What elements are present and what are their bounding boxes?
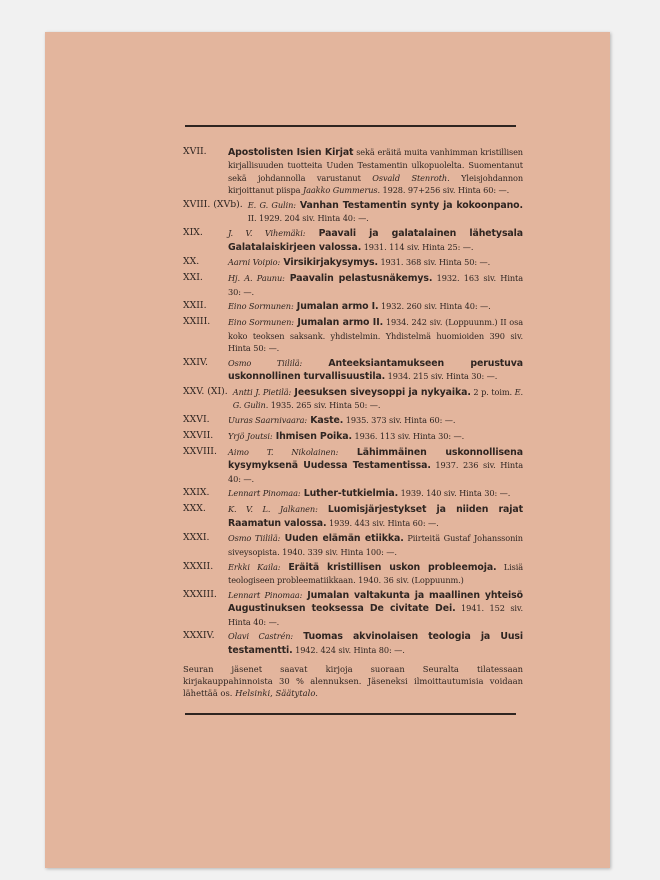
book-title: Apostolisten Isien Kirjat <box>228 147 354 158</box>
series-number: XXX. <box>183 503 206 515</box>
list-item <box>183 272 523 298</box>
details: Yleisjohdannon kirjoittanut piispa <box>228 172 524 196</box>
footer-location: Helsinki, Säätytalo. <box>235 688 318 699</box>
series-number: XXIX. <box>183 487 210 499</box>
series-number: XXVII. <box>183 430 214 442</box>
footer-text: Seuran jäsenet saavat kirjoja suoraan Seuralta tilatessaan kirjakauppahinnoista 30 % alennuksen. Jäseneksi ilmoittautumisia voidaan lähettää os. <box>183 664 523 699</box>
book-title: Paavali ja galatalainen lähetysala Galatalaiskirjeen valossa. <box>228 228 523 253</box>
series-number: XXXIII. <box>183 588 217 600</box>
details: 1941. 152 siv. Hinta 40: —. <box>228 603 523 627</box>
details: 1935. 265 siv. Hinta 50: —. <box>268 400 381 411</box>
book-title: Tuomas akvinolaisen teologia ja Uusi testamentti. <box>228 631 523 656</box>
list-item <box>183 503 523 530</box>
author: Antti J. Pietilä: <box>232 387 292 398</box>
list-item <box>183 487 523 500</box>
list-item <box>183 256 523 269</box>
book-title: Paavalin pelastusnäkemys. <box>284 273 433 285</box>
book-title: Vanhan Testamentin synty ja kokoonpano. <box>295 200 523 212</box>
series-number: XXV. (XI). <box>183 386 228 398</box>
list-item <box>183 316 523 354</box>
author: Eino Sormunen: <box>228 301 294 312</box>
details: II. 1929. 204 siv. Hinta 40: —. <box>247 213 369 224</box>
book-title: Uuden elämän etiikka. <box>280 533 404 545</box>
entry-text <box>228 300 523 313</box>
author: Aimo T. Nikolainen: <box>228 446 339 457</box>
author: J. V. Vihemäki: <box>228 228 306 239</box>
author: Osmo Tiililä: <box>228 357 303 368</box>
author: Hj. A. Paunu: <box>228 273 285 284</box>
footer-note <box>183 663 523 699</box>
book-title: Luther-tutkielmia. <box>300 488 399 500</box>
entry-text <box>228 414 523 427</box>
series-number: XXVI. <box>183 414 210 426</box>
book-title: Eräitä kristillisen uskon probleemoja. <box>280 561 497 573</box>
person-name: Osvald Stenroth. <box>372 172 450 183</box>
series-number: XX. <box>183 256 200 268</box>
author: Lennart Pinomaa: <box>228 589 303 600</box>
series-number: XXI. <box>183 272 203 284</box>
details: Lisiä teologiseen probleematiikkaan. 1940. 36 siv. (Loppuunm.) <box>228 561 523 586</box>
series-number: XXIV. <box>183 356 208 368</box>
series-number: XXVIII. <box>183 445 217 457</box>
book-title: Lähimmäinen uskonnollisena kysymyksenä Uudessa Testamentissa. <box>228 446 523 472</box>
author: Olavi Castrén: <box>228 631 294 642</box>
series-number: XXIII. <box>183 316 211 328</box>
series-number: XVIII. (XVb). <box>183 199 243 211</box>
book-title: Jeesuksen siveysoppi ja nykyaika. <box>291 387 471 399</box>
details: Piirteitä Gustaf Johanssonin siveysopista. 1940. 339 siv. Hinta 100: —. <box>228 533 523 557</box>
book-title: Jumalan armo II. <box>293 317 384 329</box>
entry-text <box>248 199 523 225</box>
entry-text <box>228 589 523 628</box>
series-number: XVII. <box>183 146 207 157</box>
series-number: XXXI. <box>183 532 210 544</box>
details: sekä eräitä muita vanhimman kristillisen kirjallisuuden tuotteita Uuden Testamentin ulkopuolelta. Suomentanut sekä johdannolla varustanut <box>228 147 523 183</box>
list-item <box>183 357 523 384</box>
list-item <box>183 446 523 485</box>
list-item <box>183 630 523 657</box>
details: 1939. 140 siv. Hinta 30: —. <box>398 488 511 499</box>
book-title: Virsikirjakysymys. <box>280 257 378 269</box>
entry-text <box>228 272 523 298</box>
details: 1935. 373 siv. Hinta 60: —. <box>343 415 456 426</box>
series-number: XXII. <box>183 300 207 312</box>
series-number: XXXIV. <box>183 630 215 642</box>
list-item <box>183 561 523 587</box>
details: 1939. 443 siv. Hinta 60: —. <box>326 517 439 528</box>
entry-text <box>228 357 523 384</box>
author: Osmo Tiililä: <box>228 533 281 544</box>
person-name: Jaakko Gummerus. <box>302 185 380 196</box>
book-title: Ihmisen Poika. <box>272 431 352 443</box>
details: 1934. 215 siv. Hinta 30: —. <box>385 371 498 382</box>
book-title: Jumalan armo I. <box>293 301 379 313</box>
author: Erkki Kaila: <box>228 561 281 572</box>
list-item <box>183 199 523 225</box>
book-title: Jumalan valtakunta ja maallinen yhteisö Augustinuksen teoksessa De civitate Dei. <box>228 589 523 615</box>
top-rule <box>185 125 516 127</box>
bottom-rule <box>185 713 516 715</box>
details: 1934. 242 siv. (Loppuunm.) II osa koko teoksen saksank. yhdistelmin. Yhdistelmä huomioiden 390 siv. Hinta 50: —. <box>228 317 524 354</box>
details: 1932. 260 siv. Hinta 40: —. <box>378 301 491 312</box>
list-item <box>183 430 523 443</box>
details: 1932. 163 siv. Hinta 30: —. <box>228 273 523 297</box>
entry-text <box>228 487 523 500</box>
author: Uuras Saarnivaara: <box>228 415 308 426</box>
list-item <box>183 386 523 412</box>
publication-list <box>183 146 523 699</box>
details: 1936. 113 siv. Hinta 30: —. <box>351 431 465 442</box>
page <box>45 32 610 868</box>
details: 1942. 424 siv. Hinta 80: —. <box>292 644 405 655</box>
person-name: E. G. Gulin. <box>232 387 523 411</box>
entry-text <box>233 386 523 412</box>
list-item <box>183 227 523 254</box>
entry-text <box>228 430 523 443</box>
author: E. G. Gulin: <box>247 200 296 211</box>
book-title: Luomisjärjestykset ja niiden rajat Raamatun valossa. <box>228 504 524 529</box>
author: Lennart Pinomaa: <box>228 488 301 499</box>
entry-text <box>228 561 523 587</box>
entry-text <box>228 316 523 354</box>
entry-text <box>228 446 523 485</box>
details: 1928. 97+256 siv. Hinta 60: —. <box>379 185 510 196</box>
book-title: Anteeksiantamukseen perustuva uskonnollinen turvallisuustila. <box>228 357 523 383</box>
author: K. V. L. Jalkanen: <box>228 504 318 515</box>
details: 2 p. toim. <box>470 387 515 398</box>
list-item <box>183 532 523 558</box>
entry-text <box>228 630 523 657</box>
series-number: XIX. <box>183 227 203 239</box>
entry-text <box>228 532 523 558</box>
author: Eino Sormunen: <box>228 317 294 328</box>
list-item <box>183 300 523 313</box>
book-title: Kaste. <box>307 415 344 427</box>
details: 1931. 114 siv. Hinta 25: —. <box>361 241 474 252</box>
entry-text <box>228 256 523 269</box>
list-item <box>183 589 523 628</box>
author: Yrjö Joutsi: <box>228 431 273 442</box>
details: 1937. 236 siv. Hinta 40: —. <box>228 460 523 484</box>
details: 1931. 368 siv. Hinta 50: —. <box>377 257 491 268</box>
list-item <box>183 146 523 197</box>
entry-text <box>228 146 523 197</box>
author: Aarni Voipio: <box>228 257 281 268</box>
entry-text <box>228 227 523 254</box>
series-number: XXXII. <box>183 560 214 572</box>
entry-text <box>228 503 523 530</box>
list-item <box>183 414 523 427</box>
